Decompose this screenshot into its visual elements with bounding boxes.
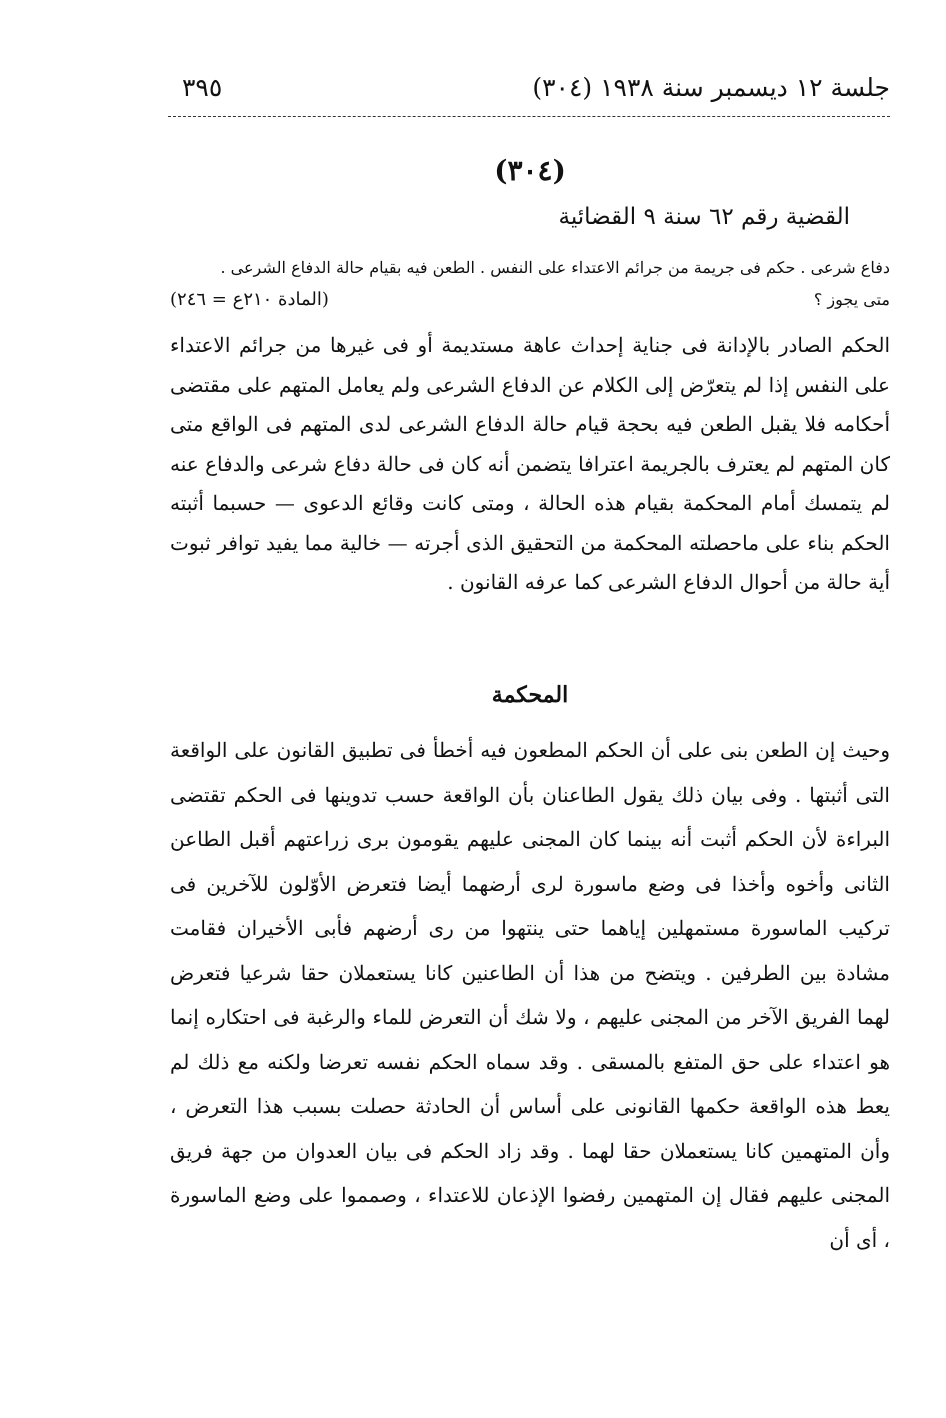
article-reference: (المادة ٢١٠ع = ٢٤٦) (170, 289, 329, 310)
case-title: القضية رقم ٦٢ سنة ٩ القضائية (558, 204, 850, 230)
page-number: ٣٩٥ (182, 73, 223, 102)
running-header-title: جلسة ١٢ ديسمبر سنة ١٩٣٨ (٣٠٤) (532, 73, 890, 102)
header-divider (168, 116, 890, 117)
legal-summary: الحكم الصادر بالإدانة فى جناية إحداث عاهة مستديمة أو فى غيرها من جرائم الاعتداء على النفس إذا لم يتعرّض إلى الكلام عن الدفاع الشرعى ولم يعامل المتهم على مقتضى أحكامه فلا يقبل الطعن فيه بحجة قيام حالة الدفاع الشرعى لدى المتهم فى الواقع متى كان المتهم لم يعترف بالجريمة اعترافا يتضمن أنه كان فى حالة دفاع شرعى والدفاع عنه لم يتمسك أمام المحكمة بقيام هذه الحالة ، ومتى كانت وقائع الدعوى — حسبما أثبته الحكم بناء على ماحصلته المحكمة من التحقيق الذى أجرته — خالية مما يفيد توافر ثبوت أية حالة من أحوال الدفاع الشرعى كما عرفه القانون . (170, 333, 890, 594)
case-number: (٣٠٤) (494, 154, 566, 187)
headnote-keywords: دفاع شرعى . حكم فى جريمة من جرائم الاعتداء على النفس . الطعن فيه بقيام حالة الدفاع الشرعى . (220, 258, 890, 277)
section-heading: المحكمة (491, 682, 569, 708)
running-header (170, 68, 890, 108)
judgment-body: وحيث إن الطعن بنى على أن الحكم المطعون فيه أخطأ فى تطبيق القانون على الواقعة التى أثبتها . وفى بيان ذلك يقول الطاعنان بأن الواقعة حسب تدوينها فى الحكم تقتضى البراءة لأن الحكم أثبت أنه بينما كان المجنى عليهم يقومون برى زراعتهم أقبل الطاعن الثانى وأخوه وأخذا فى وضع ماسورة لرى أرضهما أيضا فتعرض الأوّلون للآخرين فى تركيب الماسورة مستمهلين إياهما حتى ينتهوا من رى أرضهم فأبى الأخيران فقامت مشادة بين الطرفين . ويتضح من هذا أن الطاعنين كانا يستعملان حقا شرعيا فتعرض لهما الفريق الآخر من المجنى عليهم ، ولا شك أن التعرض للماء والرغبة فى احتكاره إنما هو اعتداء على حق المتفع بالمسقى . وقد سماه الحكم نفسه تعرضا ولكنه مع ذلك لم يعط هذه الواقعة حكمها القانونى على أساس أن الحادثة حصلت بسبب هذا التعرض ، وأن المتهمين كانا يستعملان حقا لهما . وقد زاد الحكم فى بيان العدوان من جهة فريق المجنى عليهم فقال إن المتهمين رفضوا الإذعان للاعتداء ، وصمموا على وضع الماسورة ، أى أن (170, 738, 890, 1252)
headnote-second-line (170, 284, 890, 316)
headnote (170, 252, 890, 316)
headnote-question: متى يجوز ؟ (813, 290, 890, 309)
